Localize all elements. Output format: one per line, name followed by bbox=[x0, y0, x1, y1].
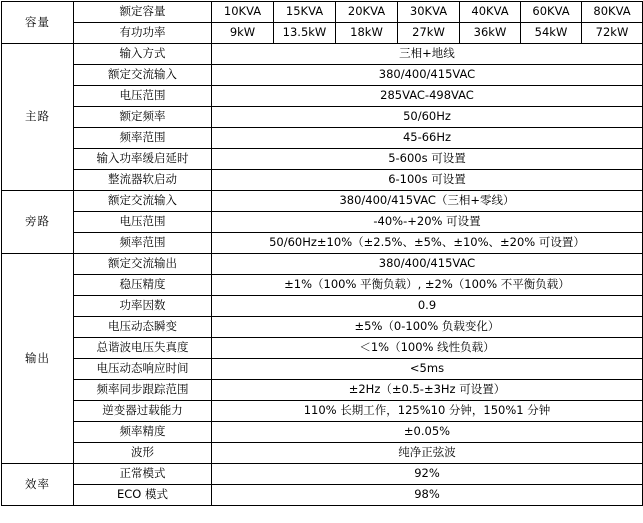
table-row bbox=[2, 296, 643, 317]
row-label: 正常模式 bbox=[74, 464, 212, 485]
table-row bbox=[2, 254, 643, 275]
table-row bbox=[2, 422, 643, 443]
capacity-cell: 15KVA bbox=[274, 2, 336, 23]
capacity-cell: 9kW bbox=[212, 23, 274, 44]
table-row bbox=[2, 212, 643, 233]
row-label: 逆变器过载能力 bbox=[74, 401, 212, 422]
capacity-cell: 27kW bbox=[398, 23, 460, 44]
row-label: 频率范围 bbox=[74, 128, 212, 149]
table-row bbox=[2, 380, 643, 401]
group-label-efficiency: 效率 bbox=[2, 464, 74, 506]
row-label: 频率范围 bbox=[74, 233, 212, 254]
row-value: 380/400/415VAC（三相+零线） bbox=[212, 191, 643, 212]
capacity-cell: 60KVA bbox=[521, 2, 582, 23]
row-value: 92% bbox=[212, 464, 643, 485]
capacity-cell: 36kW bbox=[460, 23, 521, 44]
row-value: 45-66Hz bbox=[212, 128, 643, 149]
row-label: 额定容量 bbox=[74, 2, 212, 23]
table-row bbox=[2, 485, 643, 506]
row-label: 输入功率缓启延时 bbox=[74, 149, 212, 170]
row-value: 110% 长期工作，125%10 分钟，150%1 分钟 bbox=[212, 401, 643, 422]
capacity-cell: 10KVA bbox=[212, 2, 274, 23]
capacity-cell: 54kW bbox=[521, 23, 582, 44]
row-label: 电压范围 bbox=[74, 86, 212, 107]
row-value: -40%-+20% 可设置 bbox=[212, 212, 643, 233]
capacity-cell: 20KVA bbox=[336, 2, 398, 23]
row-label: 电压动态瞬变 bbox=[74, 317, 212, 338]
row-label: 频率同步跟踪范围 bbox=[74, 380, 212, 401]
table-row bbox=[2, 233, 643, 254]
capacity-cell: 80KVA bbox=[582, 2, 643, 23]
row-value: 98% bbox=[212, 485, 643, 506]
row-value: ＜1%（100% 线性负载） bbox=[212, 338, 643, 359]
row-value: ±5%（0-100% 负载变化） bbox=[212, 317, 643, 338]
row-label: 整流器软启动 bbox=[74, 170, 212, 191]
row-label: 有功功率 bbox=[74, 23, 212, 44]
row-value: 50/60Hz±10%（±2.5%、±5%、±10%、±20% 可设置） bbox=[212, 233, 643, 254]
table-row bbox=[2, 44, 643, 65]
table-row bbox=[2, 401, 643, 422]
specification-table bbox=[1, 1, 643, 506]
row-value: 285VAC-498VAC bbox=[212, 86, 643, 107]
table-row bbox=[2, 170, 643, 191]
row-value: 三相+地线 bbox=[212, 44, 643, 65]
table-row bbox=[2, 128, 643, 149]
group-label-output: 输出 bbox=[2, 254, 74, 464]
group-label-bypass: 旁路 bbox=[2, 191, 74, 254]
row-label: ECO 模式 bbox=[74, 485, 212, 506]
table-row bbox=[2, 65, 643, 86]
row-value: 6-100s 可设置 bbox=[212, 170, 643, 191]
row-label: 频率精度 bbox=[74, 422, 212, 443]
table-row bbox=[2, 359, 643, 380]
row-value: 50/60Hz bbox=[212, 107, 643, 128]
row-value: ±2Hz（±0.5-±3Hz 可设置） bbox=[212, 380, 643, 401]
row-label: 电压动态响应时间 bbox=[74, 359, 212, 380]
table-row bbox=[2, 275, 643, 296]
group-label-capacity: 容量 bbox=[2, 2, 74, 44]
row-value: 380/400/415VAC bbox=[212, 65, 643, 86]
row-label: 额定交流输入 bbox=[74, 191, 212, 212]
capacity-cell: 72kW bbox=[582, 23, 643, 44]
table-row bbox=[2, 23, 643, 44]
row-label: 额定频率 bbox=[74, 107, 212, 128]
table-row bbox=[2, 443, 643, 464]
row-value: ±0.05% bbox=[212, 422, 643, 443]
capacity-cell: 18kW bbox=[336, 23, 398, 44]
row-label: 波形 bbox=[74, 443, 212, 464]
row-label: 输入方式 bbox=[74, 44, 212, 65]
row-label: 额定交流输出 bbox=[74, 254, 212, 275]
table-row bbox=[2, 107, 643, 128]
row-value: ±1%（100% 平衡负载）, ±2%（100% 不平衡负载） bbox=[212, 275, 643, 296]
row-label: 功率因数 bbox=[74, 296, 212, 317]
table-row bbox=[2, 149, 643, 170]
row-label: 总谐波电压失真度 bbox=[74, 338, 212, 359]
row-value: <5ms bbox=[212, 359, 643, 380]
capacity-cell: 30KVA bbox=[398, 2, 460, 23]
row-label: 电压范围 bbox=[74, 212, 212, 233]
row-value: 5-600s 可设置 bbox=[212, 149, 643, 170]
row-label: 稳压精度 bbox=[74, 275, 212, 296]
table-row bbox=[2, 2, 643, 23]
row-label: 额定交流输入 bbox=[74, 65, 212, 86]
capacity-cell: 40KVA bbox=[460, 2, 521, 23]
capacity-cell: 13.5kW bbox=[274, 23, 336, 44]
table-row bbox=[2, 86, 643, 107]
row-value: 380/400/415VAC bbox=[212, 254, 643, 275]
table-row bbox=[2, 338, 643, 359]
row-value: 0.9 bbox=[212, 296, 643, 317]
row-value: 纯净正弦波 bbox=[212, 443, 643, 464]
table-row bbox=[2, 464, 643, 485]
table-row bbox=[2, 317, 643, 338]
group-label-main: 主路 bbox=[2, 44, 74, 191]
table-row bbox=[2, 191, 643, 212]
